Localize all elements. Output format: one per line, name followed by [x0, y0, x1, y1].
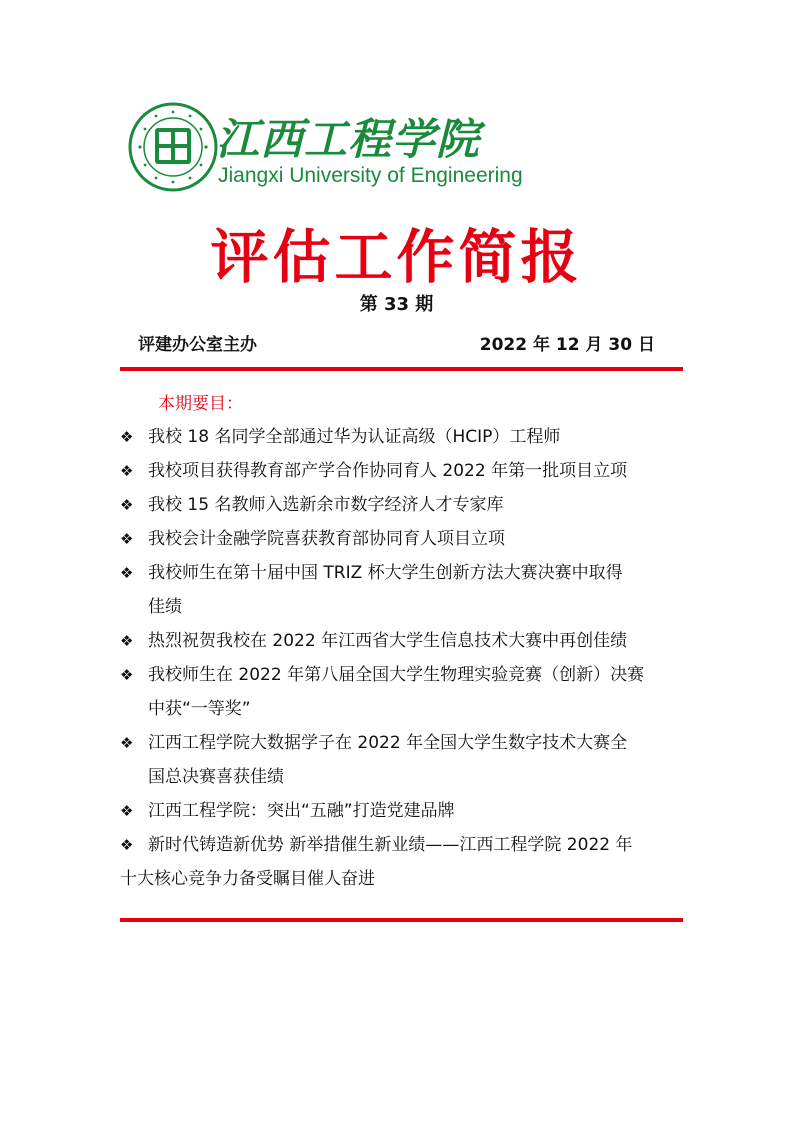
diamond-bullet-icon: ❖: [120, 666, 134, 684]
diamond-bullet-icon: ❖: [120, 802, 134, 820]
toc-item-text: 我校 18 名同学全部通过华为认证高级（HCIP）工程师: [148, 427, 561, 447]
toc-item-text: 热烈祝贺我校在 2022 年江西省大学生信息技术大赛中再创佳绩: [148, 631, 628, 651]
top-divider: [120, 367, 683, 371]
toc-item-text-continued: 国总决赛喜获佳绩: [148, 767, 284, 787]
university-seal-icon: [128, 102, 218, 192]
toc-item: [120, 454, 683, 488]
organizer: 评建办公室主办: [138, 335, 257, 355]
toc-item-text-continued: 佳绩: [148, 597, 182, 617]
toc-item-text-continued: 十大核心竞争力备受瞩目催人奋进: [120, 869, 375, 889]
university-logo: [128, 102, 523, 194]
toc-item: [120, 794, 683, 828]
toc-item-text: 江西工程学院大数据学子在 2022 年全国大学生数字技术大赛全: [148, 733, 628, 753]
toc-item: [120, 624, 683, 658]
bulletin-title: 评估工作简报: [210, 223, 583, 291]
bottom-divider: [120, 918, 683, 922]
toc-item-text-continued: 中获“一等奖”: [148, 699, 251, 719]
issue-number: 第 33 期: [359, 294, 434, 315]
toc-item: [120, 522, 683, 556]
toc-item: [120, 658, 683, 726]
diamond-bullet-icon: ❖: [120, 632, 134, 650]
toc-item: [120, 420, 683, 454]
diamond-bullet-icon: ❖: [120, 564, 134, 582]
toc-item-text: 新时代铸造新优势 新举措催生新业绩——江西工程学院 2022 年: [148, 835, 633, 855]
school-name-en: Jiangxi University of Engineering: [218, 164, 523, 187]
issue-date: 2022 年 12 月 30 日: [479, 335, 655, 355]
diamond-bullet-icon: ❖: [120, 462, 134, 480]
toc-item: [120, 726, 683, 794]
toc-item: [120, 828, 683, 896]
toc-heading: 本期要目：: [158, 394, 243, 414]
diamond-bullet-icon: ❖: [120, 836, 134, 854]
toc-item-text: 我校师生在第十届中国 TRIZ 杯大学生创新方法大赛决赛中取得: [148, 563, 623, 583]
toc-item-text: 我校会计金融学院喜获教育部协同育人项目立项: [148, 529, 505, 549]
toc-item: [120, 556, 683, 624]
toc-item: [120, 488, 683, 522]
toc-list: [120, 420, 683, 896]
toc-item-text: 我校项目获得教育部产学合作协同育人 2022 年第一批项目立项: [148, 461, 628, 481]
toc-item-text: 我校 15 名教师入选新余市数字经济人才专家库: [148, 495, 504, 515]
toc-item-text: 我校师生在 2022 年第八届全国大学生物理实验竞赛（创新）决赛: [148, 665, 645, 685]
toc-item-text: 江西工程学院：突出“五融”打造党建品牌: [148, 801, 455, 821]
diamond-bullet-icon: ❖: [120, 428, 134, 446]
school-name-cn: 江西工程学院: [216, 115, 480, 165]
diamond-bullet-icon: ❖: [120, 496, 134, 514]
diamond-bullet-icon: ❖: [120, 530, 134, 548]
diamond-bullet-icon: ❖: [120, 734, 134, 752]
